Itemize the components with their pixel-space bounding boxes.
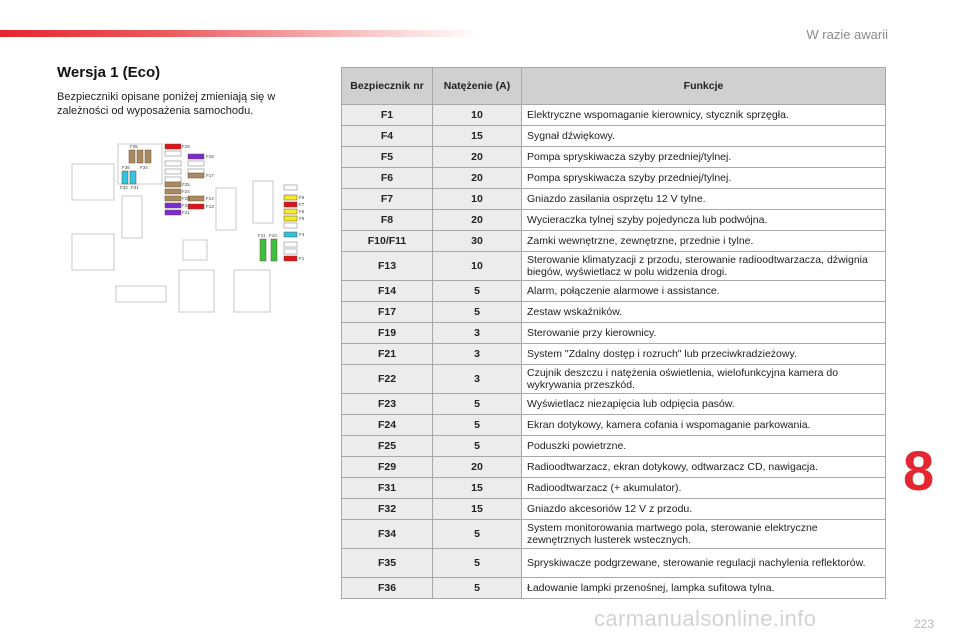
fuse-function: Wyświetlacz niezapięcia lub odpięcia pasów. bbox=[522, 394, 886, 415]
fuse-function: Czujnik deszczu i natężenia oświetlenia, wielofunkcyjna kamera do wykrywania przeszkód. bbox=[522, 365, 886, 394]
table-row bbox=[342, 302, 886, 323]
table-row bbox=[342, 126, 886, 147]
diagram-slot bbox=[284, 223, 297, 228]
fuse-f4 bbox=[284, 232, 297, 237]
diagram-slot bbox=[216, 188, 236, 230]
fuse-current: 5 bbox=[433, 520, 522, 549]
fuse-f23 bbox=[165, 196, 181, 201]
table-row bbox=[342, 168, 886, 189]
fuse-current: 5 bbox=[433, 302, 522, 323]
diagram-slot bbox=[253, 181, 273, 223]
fuse-function: Sterowanie przy kierownicy. bbox=[522, 323, 886, 344]
fuse-label: F1 bbox=[299, 256, 305, 261]
fuse-label: F32 bbox=[120, 185, 128, 190]
fuse-function: Zestaw wskaźników. bbox=[522, 302, 886, 323]
fuse-current: 15 bbox=[433, 499, 522, 520]
diagram-slot bbox=[179, 270, 214, 312]
fuse-function: Spryskiwacze podgrzewane, sterowanie regulacji nachylenia reflektorów. bbox=[522, 549, 886, 578]
fuse-function: Gniazdo akcesoriów 12 V z przodu. bbox=[522, 499, 886, 520]
fuse-f36 bbox=[137, 150, 143, 163]
fuse-number: F31 bbox=[342, 478, 433, 499]
header-current: Natężenie (A) bbox=[433, 68, 522, 105]
fuse-f29 bbox=[165, 144, 181, 149]
fuse-label: F25 bbox=[182, 182, 190, 187]
fuse-f21 bbox=[165, 210, 181, 215]
fuse-number: F32 bbox=[342, 499, 433, 520]
fuse-number: F25 bbox=[342, 436, 433, 457]
fuse-number: F5 bbox=[342, 147, 433, 168]
table-row bbox=[342, 478, 886, 499]
fuse-function: Ładowanie lampki przenośnej, lampka sufitowa tylna. bbox=[522, 578, 886, 599]
table-row bbox=[342, 189, 886, 210]
fuse-current: 20 bbox=[433, 457, 522, 478]
fuse-f7 bbox=[284, 202, 297, 207]
fuse-f1 bbox=[284, 256, 297, 261]
diagram-slot bbox=[122, 196, 142, 238]
fuse-label: F24 bbox=[182, 189, 190, 194]
diagram-slot bbox=[72, 164, 114, 200]
fuse-function: Sygnał dźwiękowy. bbox=[522, 126, 886, 147]
fuse-label: F10 bbox=[269, 233, 277, 238]
fuse-number: F29 bbox=[342, 457, 433, 478]
fuse-f14 bbox=[188, 196, 204, 201]
fuse-label: F21 bbox=[182, 210, 190, 215]
table-row bbox=[342, 436, 886, 457]
diagram-slot bbox=[284, 185, 297, 190]
page-number: 223 bbox=[914, 617, 935, 631]
fuse-function: Pompa spryskiwacza szyby przedniej/tylnej. bbox=[522, 147, 886, 168]
fuse-current: 20 bbox=[433, 168, 522, 189]
fuse-current: 30 bbox=[433, 231, 522, 252]
fuse-label: F34 bbox=[140, 165, 148, 170]
fuse-current: 5 bbox=[433, 549, 522, 578]
fuse-label: F5 bbox=[299, 216, 305, 221]
fuse-number: F1 bbox=[342, 105, 433, 126]
intro-text: Bezpieczniki opisane poniżej zmieniają się w zależności od wyposażenia samochodu. bbox=[57, 91, 276, 117]
fuse-function: Poduszki powietrzne. bbox=[522, 436, 886, 457]
diagram-slot bbox=[284, 249, 297, 254]
fuse-number: F4 bbox=[342, 126, 433, 147]
fuse-number: F10/F11 bbox=[342, 231, 433, 252]
fuse-f5 bbox=[284, 216, 297, 221]
table-row bbox=[342, 415, 886, 436]
fuse-function: Sterowanie klimatyzacji z przodu, sterowanie radioodtwarzacza, dźwignia biegów, wyświetlacz w polu widzenia drogi. bbox=[522, 252, 886, 281]
table-header-row bbox=[342, 68, 886, 105]
fuse-number: F34 bbox=[342, 520, 433, 549]
fuse-f34 bbox=[145, 150, 151, 163]
fuse-function: Alarm, połączenie alarmowe i assistance. bbox=[522, 281, 886, 302]
fuse-current: 5 bbox=[433, 394, 522, 415]
table-row bbox=[342, 147, 886, 168]
fuse-function: System "Zdalny dostęp i rozruch" lub przeciwkradzieżowy. bbox=[522, 344, 886, 365]
fuse-label: F6 bbox=[299, 209, 305, 214]
fuse-current: 20 bbox=[433, 147, 522, 168]
fuse-number: F24 bbox=[342, 415, 433, 436]
fuse-number: F17 bbox=[342, 302, 433, 323]
fuse-current: 3 bbox=[433, 365, 522, 394]
diagram-slot bbox=[183, 240, 207, 260]
diagram-slot bbox=[165, 169, 181, 174]
fuse-number: F14 bbox=[342, 281, 433, 302]
fuse-f6 bbox=[284, 209, 297, 214]
table-row bbox=[342, 231, 886, 252]
fuse-number: F35 bbox=[342, 549, 433, 578]
fuse-label: F4 bbox=[299, 232, 305, 237]
fuse-number: F19 bbox=[342, 323, 433, 344]
chapter-number: 8 bbox=[903, 439, 935, 502]
section-title: W razie awarii bbox=[806, 27, 888, 42]
fuse-f25 bbox=[165, 182, 181, 187]
fuse-function: System monitorowania martwego pola, sterowanie elektryczne zewnętrznych lusterek wstecznych. bbox=[522, 520, 886, 549]
fuse-label: F31 bbox=[131, 185, 139, 190]
table-row bbox=[342, 549, 886, 578]
fuse-number: F6 bbox=[342, 168, 433, 189]
fuse-function: Wycieraczka tylnej szyby pojedyncza lub podwójna. bbox=[522, 210, 886, 231]
fuse-table bbox=[341, 67, 886, 599]
fuse-function: Gniazdo zasilania osprzętu 12 V tylne. bbox=[522, 189, 886, 210]
fuse-function: Ekran dotykowy, kamera cofania i wspomaganie parkowania. bbox=[522, 415, 886, 436]
fuse-f35 bbox=[129, 150, 135, 163]
fuse-label: F8 bbox=[299, 195, 305, 200]
table-row bbox=[342, 578, 886, 599]
diagram-slot bbox=[234, 270, 270, 312]
header-accent-bar bbox=[0, 30, 480, 37]
fuse-current: 5 bbox=[433, 415, 522, 436]
fuse-label: F19 bbox=[206, 154, 214, 159]
fuse-function: Elektryczne wspomaganie kierownicy, stycznik sprzęgła. bbox=[522, 105, 886, 126]
fuse-current: 15 bbox=[433, 478, 522, 499]
fuse-box-diagram bbox=[70, 138, 314, 318]
diagram-slot bbox=[165, 177, 181, 182]
fuse-number: F36 bbox=[342, 578, 433, 599]
table-row bbox=[342, 281, 886, 302]
fuse-label: F11 bbox=[258, 233, 266, 238]
diagram-slot bbox=[116, 286, 166, 302]
fuse-label: F29 bbox=[182, 144, 190, 149]
fuse-f10 bbox=[271, 239, 277, 261]
fuse-current: 10 bbox=[433, 252, 522, 281]
diagram-slot bbox=[165, 161, 181, 166]
fuse-number: F21 bbox=[342, 344, 433, 365]
fuse-current: 5 bbox=[433, 436, 522, 457]
fuse-label: F14 bbox=[206, 196, 214, 201]
fuse-function: Zamki wewnętrzne, zewnętrzne, przednie i tylne. bbox=[522, 231, 886, 252]
table-row bbox=[342, 105, 886, 126]
fuse-label: F17 bbox=[206, 173, 214, 178]
fuse-f19 bbox=[188, 154, 204, 159]
fuse-label: F7 bbox=[299, 202, 305, 207]
header-functions: Funkcje bbox=[522, 68, 886, 105]
table-row bbox=[342, 252, 886, 281]
fuse-label: F13 bbox=[206, 204, 214, 209]
table-row bbox=[342, 210, 886, 231]
table-row bbox=[342, 323, 886, 344]
table-row bbox=[342, 365, 886, 394]
fuse-f13 bbox=[188, 204, 204, 209]
fuse-f22 bbox=[165, 203, 181, 208]
fuse-number: F7 bbox=[342, 189, 433, 210]
fuse-f8 bbox=[284, 195, 297, 200]
fuse-label: F35 bbox=[130, 144, 138, 149]
fuse-label: F22 bbox=[182, 203, 190, 208]
fuse-f24 bbox=[165, 189, 181, 194]
fuse-current: 10 bbox=[433, 189, 522, 210]
table-row bbox=[342, 457, 886, 478]
fuse-number: F8 bbox=[342, 210, 433, 231]
fuse-number: F22 bbox=[342, 365, 433, 394]
fuse-label: F23 bbox=[182, 196, 190, 201]
fuse-current: 3 bbox=[433, 344, 522, 365]
table-row bbox=[342, 344, 886, 365]
diagram-slot bbox=[284, 242, 297, 247]
fuse-current: 3 bbox=[433, 323, 522, 344]
fuse-function: Radioodtwarzacz (+ akumulator). bbox=[522, 478, 886, 499]
diagram-slot bbox=[188, 161, 204, 166]
fuse-f31 bbox=[130, 171, 136, 184]
fuse-f32 bbox=[122, 171, 128, 184]
fuse-function: Pompa spryskiwacza szyby przedniej/tylnej. bbox=[522, 168, 886, 189]
table-row bbox=[342, 394, 886, 415]
fuse-current: 5 bbox=[433, 281, 522, 302]
fuse-f17 bbox=[188, 173, 204, 178]
fuse-current: 10 bbox=[433, 105, 522, 126]
fuse-f11 bbox=[260, 239, 266, 261]
version-heading: Wersja 1 (Eco) bbox=[57, 64, 161, 81]
fuse-number: F13 bbox=[342, 252, 433, 281]
table-row bbox=[342, 520, 886, 549]
fuse-current: 5 bbox=[433, 578, 522, 599]
fuse-function: Radioodtwarzacz, ekran dotykowy, odtwarzacz CD, nawigacja. bbox=[522, 457, 886, 478]
fuse-current: 20 bbox=[433, 210, 522, 231]
fuse-label: F36 bbox=[122, 165, 130, 170]
table-row bbox=[342, 499, 886, 520]
watermark: carmanualsonline.info bbox=[594, 606, 817, 631]
fuse-number: F23 bbox=[342, 394, 433, 415]
fuse-current: 15 bbox=[433, 126, 522, 147]
header-fuse-number: Bezpiecznik nr bbox=[342, 68, 433, 105]
diagram-slot bbox=[165, 151, 181, 156]
diagram-slot bbox=[72, 234, 114, 270]
